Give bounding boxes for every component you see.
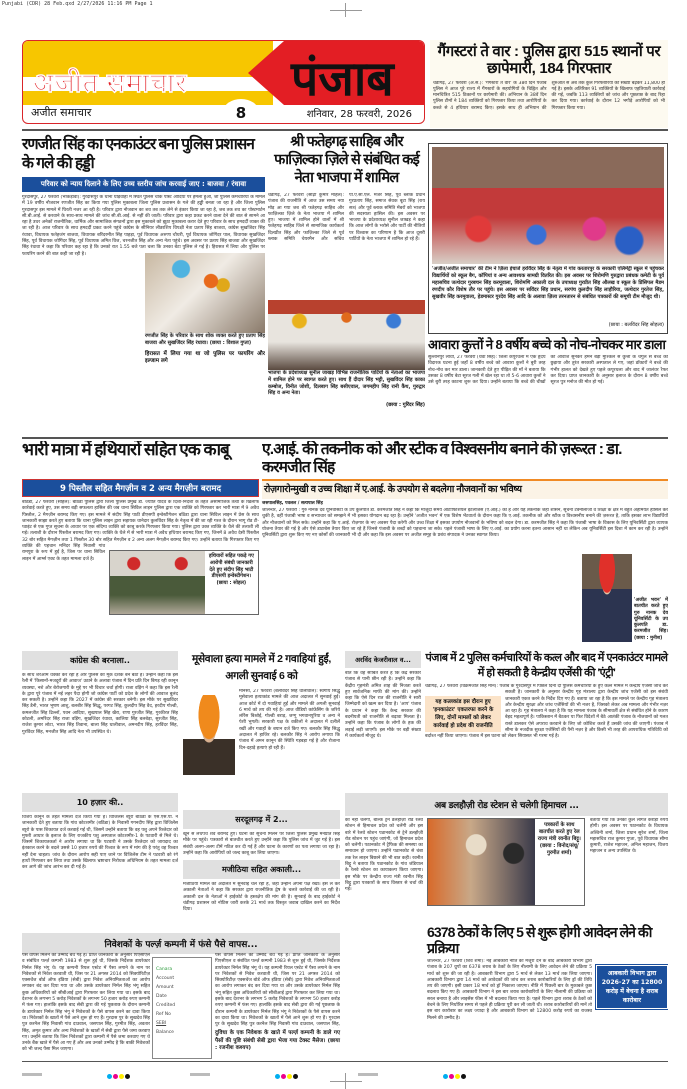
photo-block bbox=[268, 300, 425, 410]
sms-line: Date bbox=[156, 994, 167, 999]
article-body-wrap bbox=[22, 195, 265, 430]
photo-credit: (छाया : गुरिंदर सिंह) bbox=[386, 402, 425, 408]
photo-caption: हथियारों सहित पकड़े गए आरोपी संबंधी जानकारी देते हुए संदीप सिंह भाटी डीएसपी इन्वेस्टीगेशन। (छाया : सोहल) bbox=[208, 553, 254, 587]
paper-label: अजीत समाचार bbox=[31, 106, 92, 119]
masthead-name-right: पंजाब bbox=[291, 53, 394, 106]
sms-line: Amount bbox=[156, 985, 174, 990]
crop-mark bbox=[330, 10, 362, 11]
photo-block bbox=[582, 554, 668, 642]
article-sardulgarh bbox=[183, 810, 340, 860]
article-ai-interview bbox=[262, 441, 668, 647]
article-body-wrap bbox=[22, 500, 259, 646]
article-body: गुरदासपुर, 27 फरवरी (भाकड़ावा): गुरदासपुर के थाना घोड़ेवाहा में स्थित पुलिस चौक पोस्ट आदियां पर हमला हुआ, जो पुलिस कर्मचारियों के मामले में 19 वर्षीय नौजवान रणजीत सिंह का किया गया पुलिस मुकाबला जिला पुलिस प्रशासन के गले की हड्डी बनता जा रहा है और जिला पुलिस गुरदासपुर इस मामले में घिरती नजर आ रही है। परिवार द्वारा नौजवान का शव तब तक लेने से इंकार किया जा रहा है, जब तक शव का पोस्टमार्टम सी.बी.आई. से करवाने के साथ-साथ मामले की जांच सी.बी.आई. से नहीं की जाती। परिवार द्वारा कहा प्रकट करने वाला देने की बात से सामने आ रहा है उधर अनेकों राजनीतिक, धार्मिक और सामाजिक संगठनों द्वारा इस मुकाबले को झूठा मुकाबला करार देते हुए परिवार के साथ हमदर्दी व्यक्त की जा रही है। आज परिवार के साथ हमदर्दी प्रकट करने पहुंचे कांग्रेस के सीनियर लीडरशिप विपक्षी नेता प्रताप सिंह बाजवा, कांग्रेस सुखजिंदर सिंह रंधावा, विधायक फतेहजंग बाजवा, विधायक बरिंदरमीत सिंह पाहड़ा, पूर्व विधायक अरुणा चौधरी, पूर्व विधायक जोगिंदर पाल, विधायक सुखजिंदर सिंह, पूर्व विधायक जोगिंदर सिंह, पूर्व विधायक अमित विज, चरनजीत सिंह और अन्य नेता पहुंचे। इस अवसर पर प्रताप सिंह बाजवा और सुखजिंदर सिंह रंधावा ने कहा कि परिवार कह रहा है कि उनको रात 1.55 बजे पता चला कि उनका बेटा पुलिस ले गई है। हिरासत में लिया और पुलिस पर फायरिंग करने की बात कही जा रही है। bbox=[22, 195, 265, 257]
headline: 6378 ठेकों के लिए 5 से शुरू होगी आवेदन लेने की प्रक्रिया bbox=[427, 924, 652, 956]
headline-pearls: निवेशकों के पर्ल्ज़ कम्पनी में फंसे पैसे वापस... bbox=[22, 933, 340, 954]
headline: आवारा कुत्तों ने 8 वर्षीय बच्चे को नोच-नोचकर मार डाला bbox=[428, 337, 666, 352]
headline: मजीठिया सहित अकाली... bbox=[183, 860, 340, 879]
article-body: मजीठिया मामले की अदालत में सुनवाई चल रही है, जहाँ उन्होंने अपना पक्ष रखा। इसे ले कर अकाली नेताओं ने कहा कि सरकार द्वारा राजनीतिक द्वेष के चलते कार्रवाई की जा रही है। अकाली दल के नेताओं ने हाईकोर्ट के हस्तक्षेप की मांग की है। सुनवाई के बाद हाईकोर्ट ने चंडीगढ़ प्रशासन को नोटिस जारी करके 21 मार्च तक विस्तृत जवाब दाखिल करने का निर्देश दिया। bbox=[183, 882, 340, 913]
article-moosewala bbox=[183, 651, 340, 807]
sms-line: Balance bbox=[156, 1030, 174, 1035]
headline: रणजीत सिंह का एनकाउंटर बना पुलिस प्रशासन के गले की हड्डी bbox=[22, 136, 254, 172]
article-stray-dogs bbox=[428, 337, 668, 435]
highlight-box: आबकारी विभाग द्वारा 2026-27 का 12800 करोड़ में बेचना है शराब कारोबार bbox=[596, 965, 668, 1009]
photo-dr-karamjit-singh bbox=[582, 554, 632, 642]
article-body: जालन्धर, 27 फरवरी (शिव शर्मा): नई आबकारी नीति को मंजूरी देने के बाद आबकारी विभाग द्वारा पंजाब के 207 ग्रुपों का 6378 शराब के ठेकों के लिए नीलामी के लिए आवेदन लेने की प्रक्रिया 5 मार्च को शुरू की जा रही है। आबकारी विभाग द्वारा 5 मार्च से लेकर 13 मार्च तक लिया जाएगा। आबकारी विभाग द्वारा 14 मार्च को आवेदकों की जांच कर शराब कारोबारियों के लिए ड्रॉ की तिथि तय की जाएगी। इसी प्रकार 18 मार्च को ड्रॉ निकाला जाएगा। नीति में पिछली बार के मुकाबले कुछ बदलाव किए गए हैं। आबकारी विभाग ने इस बार शराब कारोबारियों के लिए नीलामी की प्रक्रिया को सरल बनाया है और लाइसेंस फीस में भी बदलाव किया गया है। पहले विभाग द्वारा शराब के ठेकों को बेचने के लिए निर्धारित समय से पहले ही प्रक्रिया पूरी कर ली जाती थी। शराब कारोबारियों की मानें तो इस बार कारोबार का लक्ष्य ज्यादा है और आबकारी विभाग को 12800 करोड़ रुपये का राजस्व मिलने की उम्मीद है। bbox=[427, 959, 592, 1021]
article-congress-barnala bbox=[22, 651, 178, 791]
sms-line: Canara bbox=[156, 967, 173, 972]
article-body: विजय कानून के तहत मामला दर्ज किया गया है। विजिलेंस ब्यूरो बठिंडा के एस.एस.पी. ने जानकारी देते हुए बताया कि गांव कोटशमीर (बठिंडा) के निवासी गगनदीप सिंह द्वारा विजिलेंस ब्यूरो के पास शिकायत दर्ज करवाई गई थी, जिसमें उन्होंने बताया कि वह पशु अपने रिश्तेदार को मुफ्ती आधार के इलाज के लिए राजकीय पशु अस्पताल कोटशमीर-1 के पटवारी से मिले थे। जिसमें शिकायतकर्ता ने आरोप लगाया था कि पटवारी ने उसके रिश्तेदार को जायदाद का इंतकाल करने के बदले उससे 10 हजार रुपये की रिश्वत के रूप में मांग की है परंतु वह रिश्वत नहीं देना चाहता। जांच के दौरान आरोप सही पाए जाने पर विजिलेंस टीम ने पटवारी को रंगे हाथों गिरफ्तार कर लिया तथा उसके खिलाफ भ्रष्टाचार निरोधक अधिनियम के तहत मामला दर्ज कर आगे की जांच आरंभ कर दी गई है। bbox=[22, 815, 178, 871]
photo-caption: भाजपा के प्रदेशाध्यक्ष सुनील जाखड़ विभिन्न राजनीतिक पार्टियों के नेताओं का भाजपा में शामिल होने पर स्वागत करते हुए। साथ हैं दीदार सिंह भट्टी, सुखविंदर सिंह काका कम्बोज, विनीत जोशी, दिलबाग सिंह बसीएवाल, जगमहीप सिंह रानी कैंथ, गुरुद्वार सिंह व अन्य नेता। bbox=[268, 370, 425, 397]
article-body-wrap bbox=[425, 684, 668, 791]
byline: जसपालसिंह, पवलल / सत्यपाल सिंह bbox=[262, 501, 323, 506]
sms-line: SEBI bbox=[156, 1021, 167, 1026]
article-body: जालन्धर, 27 फरवरी : गुरु नानक देव यूनिवर्सिटी के उप कुलपति डा. करमजीत सिंह ने कहा कि मौजूदा समय आर्टीफिशियल इंटैलीजेंस (ए.आई.) का है और यह तकनीक जहां शासन, सूचना टेक्नोलॉजी व शिक्षा के क्षेत्र में बहुत अहमियत हासिल कर चुकी है, वहीं पंजाबी भाषा व सभ्याचार को समझने में भी इसका योगदान बढ़ रहा है। उन्होंने 'अजीत भवन' में एक विशेष भेंटवार्ता के दौरान कहा कि ए.आई. तकनीक को और स्टीक व विश्वसनीय बनाने की ज़रूरत है, ताकि इसका लाभ विद्यार्थियों और नौजवानों को मिल सके। उन्होंने कहा कि ए.आई. रोज़गार के नए अवसर पैदा करेगी और उच्च शिक्षा में इसका उपयोग नौजवानों के भविष्य को बदल देगा। डा. करमजीत सिंह ने कहा कि पंजाबी भाषा के विकास के लिए यूनिवर्सिटी द्वारा व्यापक योजना तैयार की गई है और ऐसे डाटाबेस तैयार किए जा रहे हैं जिनसे पंजाबी के शब्दों को पहचाना जा सके। पहले पंजाबी भाषा के लिए ए.आई. का प्रयोग करना इतना आसान नहीं था लेकिन अब यूनिवर्सिटी इस दिशा में काम कर रही है। उन्होंने यूनिवर्सिटी द्वारा शुरू किए गए नए कोर्सों की जानकारी भी दी और कहा कि इस अवसर पर अजीत समूह के प्रबंध संपादक ने उनका स्वागत किया। bbox=[262, 508, 668, 539]
photo-caption: 'अजीत भवन' में बातचीत करते हुए गुरु नानक देव यूनिवर्सिटी के उप कुलपति डा. करमजीत सिंह। (छाया : मुनीश) bbox=[634, 597, 668, 641]
article-body: बठिंडा, 27 फरवरी (सोहल): बठिंडा पुलिस द्वारा जिला पुलिस प्रमुख डा. ज्योति यादव के दिशा-निर्देशों के तहत असामाजिक तत्वों के खिलाफ कार्रवाई करते हुए, उस समय बड़ी सफलता हासिल की जब थाना सिविल लाइन पुलिस द्वारा एक व्यक्ति को गिरफ्तार कर भारी मात्रा में 9 अवैध पिस्तौल, 2 मैगज़ीन बरामद किए गए। इस मामले में संदीप सिंह पाठी डीएसपी इन्वेस्टीगेशन बठिंडा द्वारा थाना सिविल लाइन में प्रेस के साथ जानकारी साझा करते हुए बताया कि थाना पुलिस लाइन द्वारा सहायक थानेदार कुलविंदर सिंह के नेतृत्व में की जा रही गश्त के दौरान भागू रोड टी-प्वाइंट से एक गुप्त सूचना के आधार पर एक संदिग्ध व्यक्ति को काबू करके गिरफ्तार किया गया। पुलिस द्वारा उक्त व्यक्ति के थैले की तलाशी ली गई। तलाशी के दौरान पिस्तौल बरामद किए गए। व्यक्ति के थैले में से भारी मात्रा में अवैध हथियार बरामद किए गए, जिनमें 8 अवैध देसी पिस्तौल 32 बोर सहित मैगज़ीन तथा 1 पिस्तौल 30 बोर सहित मैगज़ीन व 2 अन्य अलग मैगज़ीन बरामद किए गए। उन्होंने बताया कि गिरफ्तार किए गए व्यक्ति की पहचान मनिंदर सिंह निवासी गांव रामपुरा के रूप में हुई है, जिस पर थाना सिविल लाइन में आर्म्स एक्ट के तहत मामला दर्ज है। bbox=[22, 500, 259, 562]
divider bbox=[22, 437, 668, 439]
photo-school-bags-distribution bbox=[432, 147, 664, 264]
photo-ravneet-bittu bbox=[428, 819, 535, 905]
photo-block bbox=[427, 818, 585, 906]
photo-bjp-joining bbox=[268, 300, 425, 370]
sms-screenshot bbox=[152, 957, 212, 1059]
article-body-wrap bbox=[262, 508, 668, 646]
headline: श्री फतेहगढ़ साहिब और फाज़िल्का ज़िले से संबंधित कई नेता भाजपा में शामिल bbox=[274, 134, 419, 186]
headline-dalhousie: अब डलहौज़ी रोड स्टेशन से चलेगी हिमाचल ... bbox=[345, 793, 668, 816]
article-body: मानसा, 27 फरवरी (बलविंदर सिंह धालीवाल): स्वर्गीय सिद्धू मूसेवाला हत्याकांड मामले की आज अदालत में सुनवाई हुई। आज कोर्ट में दो गवाहियां हुईं और मामले की अगली सुनवाई 6 मार्च को तय की गई है। आज वीडियो कांफ्रेंसिंग के जरिये लॉरेंस बिश्नोई, गोल्डी बराड़, जग्गू भगवानपुरिया व अन्य ने पेशी भुगती। सरकारी पक्ष के वकीलों ने अदालत में दलीलें रखीं और गवाहों के बयान दर्ज किए गए। बलकौर सिंह सिद्धू अदालत में हाजिर रहे। बलकौर सिंह ने आरोप लगाया कि पंजाब में अमन कानून की स्थिति गड़बड़ा गई है और रोजाना दिन-दहाड़े हत्याएं हो रही हैं। bbox=[239, 689, 340, 751]
masthead-name-left: अजीत समाचार bbox=[33, 68, 188, 98]
article-body: चंडीगढ़, 27 फरवरी (सोढ़ी कुमार माहल): पंजाब की राजनीति में आज उस समय नया मोड़ आ गया जब श्री फतेहगढ़ साहिब और फाज़िल्का ज़िले के नेता भाजपा में शामिल हुए। भाजपा में शामिल होने वालों में श्री फतेहगढ़ साहिब जिले से सामाजिक कार्यकर्ता दिलप्रीत सिंह और फाज़िल्का जिले से पूर्व ब्लाक समिति चेयरमैन और सचिव पी.ए.सी.एल. मेजर सिंह, पूर्व ब्लाक प्रधान गुरप्रताप सिंह, समाज सेवक बूटा सिंह (राय सत्र) और पूर्व ब्लाक समिति मेंबरों को भाजपा की सदस्यता हासिल की। इस अवसर पर भाजपा के प्रदेशाध्यक्ष सुनील जाखड़ ने कहा कि आज लोगों के भरोसे और पार्टी की नीतियों पर विश्वास का परिणाम है कि आज दूसरी पार्टियों के नेता भाजपा में शामिल हो रहे हैं। bbox=[268, 193, 425, 243]
photo-family-condolence bbox=[145, 253, 265, 333]
masthead bbox=[22, 40, 425, 124]
sms-line: Ref No bbox=[156, 1012, 171, 1017]
headline: भारी मात्रा में हथियारों सहित एक काबू bbox=[22, 441, 229, 459]
headline: सरदूलगढ़ में 2... bbox=[183, 810, 340, 829]
photo-caption: दुविधा के एक निवेशक के खाते में पर्ल्ज़ कम्पनी के डाले गए पैसों की पुष्टि संबंधी सेबी द्वारा भेजा गया टेक्स्ट मैसेज। (छाया : रजनीश कश्यप) bbox=[215, 1030, 340, 1051]
article-body: सुल्तानपुर लोधी, 27 फरवरी (थेवा सिंह): जिला कपूरथला में एक हृदय विदारक घटना हुई जहाँ 8 वर्षीय बच्चे को आवारा कुत्तों ने बुरी तरह नोच-नोच कर मार डाला। जानकारी देते हुए पीड़ित की माँ ने बताया कि उसका 8 वर्षीय बेटा सूरज गली में खेल रहा था तो 5-6 आवारा कुत्तों ने उसे बुरी तरह काटना शुरू कर दिया। उन्होंने बताया कि बच्चे की चीखों की आवाज सुनकर हमने बड़ी मुश्किल से कुत्तों के चंगुल से बच्चे को छुड़ाया और तुरंत सरकारी अस्पताल ले गए, जहां डॉक्टरों ने बच्चे की गंभीर हालत को देखते हुए पहले कपूरथला और बाद में जालंधर रैफर कर दिया। प्राप्त जानकारी के अनुसार इलाज के दौरान 8 वर्षीय बच्चे सूरज पुत्र मनोज की मौत हो गई। bbox=[428, 355, 668, 386]
sms-line: Credited bbox=[156, 1003, 176, 1008]
article-body: चंडीगढ़, 27 फरवरी (अ.स.): 'गैंगस्टरां ते वार' के 38वें दिन पंजाब पुलिस ने आज पूरे राज्य में गैंगस्टरों के सहयोगियों के चिह्नित और मानचित्रित 515 ठिकानों पर छापेमारी की। अभियान के 38वें दिन पुलिस टीमों ने 184 व्यक्तियों को गिरफ्तार किया तथा आरोपियों के कब्जे से 4 हथियार बरामद किए। इसके साथ ही अभियान की शुरुआत से अब तक कुल गिरफ्तारियों की संख्या बढ़कर 11,800 हो गई है। इसके अतिरिक्त 91 व्यक्तियों के खिलाफ एहतियाती कार्रवाई की गई, जबकि 113 व्यक्तियों को जांच और पूछताछ के बाद रिहा कर दिया गया। कार्रवाई के दौरान 12 भगौड़े आरोपियों को भी गिरफ्तार किया गया। bbox=[433, 80, 665, 111]
article-body: चंडीगढ़, 27 फरवरी (विक्रमजीत सिंह मान): पंजाब के गुरदासपुर में पिछले दिनों दो पुलिस कर्मचारियों के हुए कत्ल मामले में केन्द्रीय एजेंसी जांच कर सकती है। जानकारी के अनुसार केन्द्रीय गृह मंत्रालय द्वारा केन्द्रीय जांच एजेंसी को इस संबंधी जानकारी एकत्र करने के निर्देश दिए गए हैं। बताया जा रहा है कि इस मामले पर केन्द्रीय गृह मंत्रालय और केन्द्रीय सुरक्षा और जांच एजेंसियों की भी नजर है, जिसको लेकर अब मामला और गंभीर नज़र आ रहा है। गृह मंत्रालय ने कहा है कि यह मामला पंजाब के सीमावर्ती क्षेत्र से संबंधित होने के कारण बेहद महत्वपूर्ण है। पाकिस्तान में बैठकर या फिर विदेशों में बैठे आतंकी पंजाब के नौजवानों को गलत रास्ते डालकर ऐसे अपराध करवाने के लिए जो कोशिश करते हैं उसकी जांच की जाएगी। पंजाब में सीमा के नजदीक सुरक्षा एजेंसियों की पैनी नज़र है और किसी भी तरह की आपराधिक गतिविधि को बर्दाश्त नहीं किया जाएगा। पंजाब में इस घटना को लेकर सियासत भी गरमा गई है। bbox=[425, 684, 668, 740]
article-body-continued: पैसे वापस मिलने की उम्मीद बंध गई है। प्राप्त जानकारी के अनुसार पिएसीएल व संबंधित पर्ल्ज़ कम्पनी 1983 से शुरू हुई थी, जिसके निर्देशक डायरेक्टर निर्मल सिंह भंगू थे। यह कम्पनी रियल एस्टेट में पैसा लगाने के नाम पर निवेशकों से निवेश करवाती थी, जिस पर 21 अगस्त 2014 को सिक्योरिटीज़ एक्सचेंज बोर्ड ऑफ इंडिया (सेबी) द्वारा निवेश अनियमितताओं का आरोप लगाकर बंद कर दिया गया था और उसके डायरेक्टर निर्मल सिंह भंगू सहित कुछ अधिकारियों को सीबीआई द्वारा गिरफ्तार कर लिया गया था। इसके बाद देशभर के लगभग 5 करोड़ निवेशकों के लगभग 50 हजार करोड़ रुपए कम्पनी में फंस गए। हालांकि इसके बाद सेबी द्वारा की गई पूछताछ के दौरान कम्पनी के डायरेक्टर निर्मल सिंह भंगू ने निवेशकों के पैसे वापस करने का दावा किया था। निवेशकों के खातों में पैसे आने शुरू हो गए हैं। गुरदास पुर के सुखदेव सिंह पुत्र करनैल सिंह निवासी गांव दाउवाल, जसपाल सिंह, bbox=[215, 953, 340, 1028]
article-10-thousand-bribe bbox=[22, 793, 178, 928]
subheadline: 9 पिस्तौल सहित मैगज़ीन व 2 अन्य मैगज़ीन बरामद bbox=[22, 479, 259, 497]
article-two-police-killing bbox=[425, 651, 668, 791]
article-weapons-seized bbox=[22, 441, 259, 647]
article-ranjit-encounter bbox=[22, 133, 265, 433]
photo-caption: रणजीत सिंह के परिवार के साथ शोक व्यक्त करते हुए प्रताप सिंह बाजवा और सुखजिंदर सिंह रंधावा। (छाया : विशाल गुप्ता) bbox=[145, 333, 265, 346]
divider bbox=[22, 129, 668, 131]
sms-line: Account bbox=[156, 976, 175, 981]
article-body: खून से लथपथ शव बरामद हुए। घटना की सूचना मिलने पर जिला पुलिस प्रमुख मनप्रीत सिंह मौके पर पहुंचे। पत्रकारों से बातचीत करते हुए उन्होंने कहा कि पुलिस जांच में जुट गई है। इस संबंधी अलग-अलग टीमें गठित कर दी गई हैं और घटना के कारणों का पता लगाया जा रहा है। उन्होंने कहा कि आरोपियों को जल्द काबू कर लिया जाएगा। bbox=[183, 832, 340, 856]
subheadline: परिवार को न्याय दिलाने के लिए उच्च स्तरीय जांच करवाई जाए : बाजवा / रंधावा bbox=[22, 177, 265, 192]
article-body: बताया गया कि उनकी कुल लागत करोड़ों रुपये होगी। इस अवसर पर पठानकोट के विधायक अश्विनी शर्मा, जिला प्रधान सुरेश शर्मा, जिला महासचिव राज कुमार गुप्ता, पूर्व विधायक सीमा कुमारी, राजेश महाजन, अनिल महाजन, विजय महाजन व अन्य उपस्थित थे। bbox=[590, 818, 668, 855]
article-liquor-vends bbox=[427, 924, 668, 1058]
article-majithia bbox=[183, 860, 340, 930]
headline: पंजाब में 2 पुलिस कर्मचारियों के कत्ल और बाद में एनकाउंटर मामले में हो सकती है केन्द्रीय एजेंसी की 'एंट्री' bbox=[425, 652, 668, 679]
article-gangsters bbox=[430, 40, 668, 128]
headline: ए.आई. की तकनीक को और स्टीक व विश्वसनीय बनाने की ज़रूरत : डा. करमजीत सिंह bbox=[262, 441, 622, 476]
article-body-wrap bbox=[183, 689, 340, 801]
pull-quote: यह कत्लकांड इस दौरान हुए 'इनकाउंटर' एकतरफा करने के लिए, दोनों मामलों को लेकर कार्रवाई हो प्रदेश की राजनीति bbox=[425, 696, 501, 732]
headline: गैंगस्टरां ते वार : पुलिस द्वारा 515 स्थानों पर छापेमारी, 184 गिरफ्तार bbox=[437, 43, 661, 78]
photo-caption: 'अजीत/अजीत समाचार' की टीम ने ज़िला इंचार्ज हरविंदर सिंह के नेतृत्व में गांव करतारपुर के सरकारी एलिमेंट्री स्कूल में पहुंचकर विद्यार्थियों को स्कूल बैग, कॉपियां व अन्य आवश्यक सामग्री वितरित की। इस अवसर पर शिरोमणि गुरुद्वारा प्रबंधक कमेटी के पूर्व महासचिव जत्थेदार गुरबचन सिंह करमूवाला, शिरोमणि अकाली दल के उपाध्यक्ष गुरप्रीत सिंह औलख व स्कूल के प्रिंसिपल मैडम रणदीप कौर विशेष तौर पर पहुंचे। इस अवसर पर सविंदर सिंह प्रधान, सरपंच कुलदीप सिंह लाहौरिया, जत्थेदार गुरतेज सिंह, सुखवीर सिंह करमूवाला, हेडमास्टर गुरदेव सिंह आदि के अलावा ज़िला तरनतारन से संबंधित पत्रकारों की समूची टीम मौजूद थी। bbox=[432, 266, 664, 300]
article-body: पैसे वापस मिलने की उम्मीद बंध गई है। प्राप्त जानकारी के अनुसार पिएसीएल व संबंधित पर्ल्ज़ कम्पनी 1983 से शुरू हुई थी, जिसके निर्देशक डायरेक्टर निर्मल सिंह भंगू थे। यह कम्पनी रियल एस्टेट में पैसा लगाने के नाम पर निवेशकों से निवेश करवाती थी, जिस पर 21 अगस्त 2014 को सिक्योरिटीज़ एक्सचेंज बोर्ड ऑफ इंडिया (सेबी) द्वारा निवेश अनियमितताओं का आरोप लगाकर बंद कर दिया गया था और उसके डायरेक्टर निर्मल सिंह भंगू सहित कुछ अधिकारियों को सीबीआई द्वारा गिरफ्तार कर लिया गया था। इसके बाद देशभर के लगभग 5 करोड़ निवेशकों के लगभग 50 हजार करोड़ रुपए कम्पनी में फंस गए। हालांकि इसके बाद सेबी द्वारा की गई पूछताछ के दौरान कम्पनी के डायरेक्टर निर्मल सिंह भंगू ने निवेशकों के पैसे वापस करने का दावा किया था। निवेशकों के खातों में पैसे आने शुरू हो गए हैं। गुरदास पुर के सुखदेव सिंह पुत्र करनैल सिंह निवासी गांव दाउवाल, जसपाल सिंह, गुरमीत सिंह, अवतार सिंह, अमृत कुमार और अन्य निवेशकों के खातों में सेबी द्वारा पैसे जमा करवाए गए। उन्होंने बताया कि जिन निवेशकों द्वारा कम्पनी में पैसे जमा करवाए गए थे उनके बैंक खाते में पैसे आ गए हैं और अब उनको उम्मीद है कि बाकी निवेशकों को भी जल्द पैसा मिल जाएगा। bbox=[22, 953, 150, 1053]
headline: 10 हज़ार की.. bbox=[22, 793, 178, 812]
page-number: 8 bbox=[223, 99, 259, 124]
divider bbox=[22, 1061, 668, 1062]
photo-accused-with-police bbox=[110, 551, 205, 614]
headline: अरविंद केजरीवाल व... bbox=[345, 651, 421, 668]
headline: कांग्रेस की बरनाला.. bbox=[22, 651, 178, 670]
photo-caption: पत्रकारों के साथ बातचीत करते हुए रेल राज्य मंत्री रवनीत बिट्टू। (छाया : विनोद/संधू/गुरमीत शर्मा) bbox=[537, 822, 581, 856]
article-body-wrap bbox=[427, 959, 668, 1057]
subheadline: रोज़गारोन्मुखी व उच्च शिक्षा में ए.आई. के उपयोग से बदलेगा नौजवानों का भविष्य bbox=[262, 479, 668, 499]
pull-quote: हिरासत में लिया गया था जो पुलिस पर फायरिंग और इल्जाम लगे bbox=[145, 351, 265, 364]
article-body: के साथ शरेआम धक्का कर रही है और पुलिस की मूक दर्शक बन बैठी है। उन्होंने कहा कि इस रैली में 'किसानों-मजदूरों की आवाज' उठाने के अलावा पंजाब में दिन प्रति दिन बिगड़ रही कानून व्यवस्था, नशे और बेरोजगारी के मुद्दे पर भी विचार चर्चा होगी। राजा वड़िंग ने कहा कि इस रैली के द्वारा पूरे पंजाब में नई लहर पैदा होगी जो कांग्रेस पार्टी को प्रदेश के लोगों की आवाज बुलंद कर सकती है। उन्होंने कहा कि 2027 में कांग्रेस की सरकार बनेगी। इस मौके पर सुखविंदर सिंह डैनी, भारत भूषण आशु, बलबीर सिंह सिद्धू, परगट सिंह, कुलदीप सिंह वैद, हरदीप गोल्डी, कमलजीत सिंह ढिल्लों, पवन आदिया, सुखपाल सिंह खैरा, राणा गुरजीत सिंह, गुरकीरत सिंह कोटली, अमरिंदर सिंह राजा वड़िंग, सुखजिंदर रंधावा, कालिया सिंह बलबेड़ा, सुरजीत सिंह, राजेश कुमार लोटा, भारत सिंह तिवाना, बाला सिंह धालीवाल, अमनदीप सिंह, हरविंदर सिंह, गुरविंदर सिंह, मनजीत सिंह आदि नेता भी उपस्थित थे। bbox=[22, 673, 178, 735]
print-slug: Punjabi (CDR) 28 Feb.qxd 2/27/2026 11:16 PM Page 1 bbox=[2, 1, 153, 7]
photo-credit: (छाया : बलविंदर सिंह सोहला) bbox=[608, 322, 664, 328]
article-body: को नहीं चलेगी, बल्कि ट्रेनें डलहौज़ी रोड रेलवे स्टेशन से हिमाचल प्रदेश को चलेंगी और इस बारे में रेलवे स्टेशन पठानकोट से ट्रेनें डलहौज़ी रोड स्टेशन पर पहुंच जाएंगी, जो हिमाचल प्रदेश को चलेंगी। पठानकोट में ट्रैफिक की समस्या का समाधान हो जाएगा। उन्होंने पठानकोट से चंबा तक रेल लाइन बिछाने की भी बात कही। रवनीत बिट्टू ने बताया कि पठानकोट के गांव जंडियाल के रेलवे स्टेशन का कायाकल्प किया जाएगा। इस मौके पर केन्द्रीय राज्य मंत्री रवनीत सिंह बिट्टू द्वारा पत्रकारों के साथ विस्तार से चर्चा की गई। bbox=[345, 818, 423, 893]
headline: मूसेवाला हत्या मामले में 2 गवाहियां हुईं, अगली सुनवाई 6 को bbox=[192, 653, 331, 682]
photo-block-school bbox=[428, 143, 668, 334]
crop-mark bbox=[330, 1081, 362, 1082]
photo-block bbox=[145, 253, 265, 365]
photo-sidhu-moosewala bbox=[183, 695, 235, 775]
article-body: बात कि वह साबित करते हैं कि केंद्र सरकार पंजाब से पानी छीन रही है। उन्होंने कहा कि केंद्रीय गृहमंत्री अमित शाह की निजता करते हुए सार्वजनिक माफी की मांग की। उन्होंने कहा कि ऐसे दिन रात की राजनीति ने सारी जिम्मेदारी को खत्म कर दिया है। 'आप' पंजाब के प्रधान ने कहा कि केन्द्र सरकार की बदनीयती को राजनीति से बढ़ावा मिलता है। उन्होंने कहा कि पंजाब के लोगों के हक की लड़ाई लड़ी जाएगी। इस मौके पर बड़ी संख्या में कार्यकर्ता मौजूद थे। bbox=[345, 671, 421, 739]
issue-date: शनिवार, 28 फरवरी, 2026 bbox=[306, 109, 412, 120]
photo-block bbox=[109, 550, 259, 615]
article-kejriwal bbox=[345, 651, 421, 791]
